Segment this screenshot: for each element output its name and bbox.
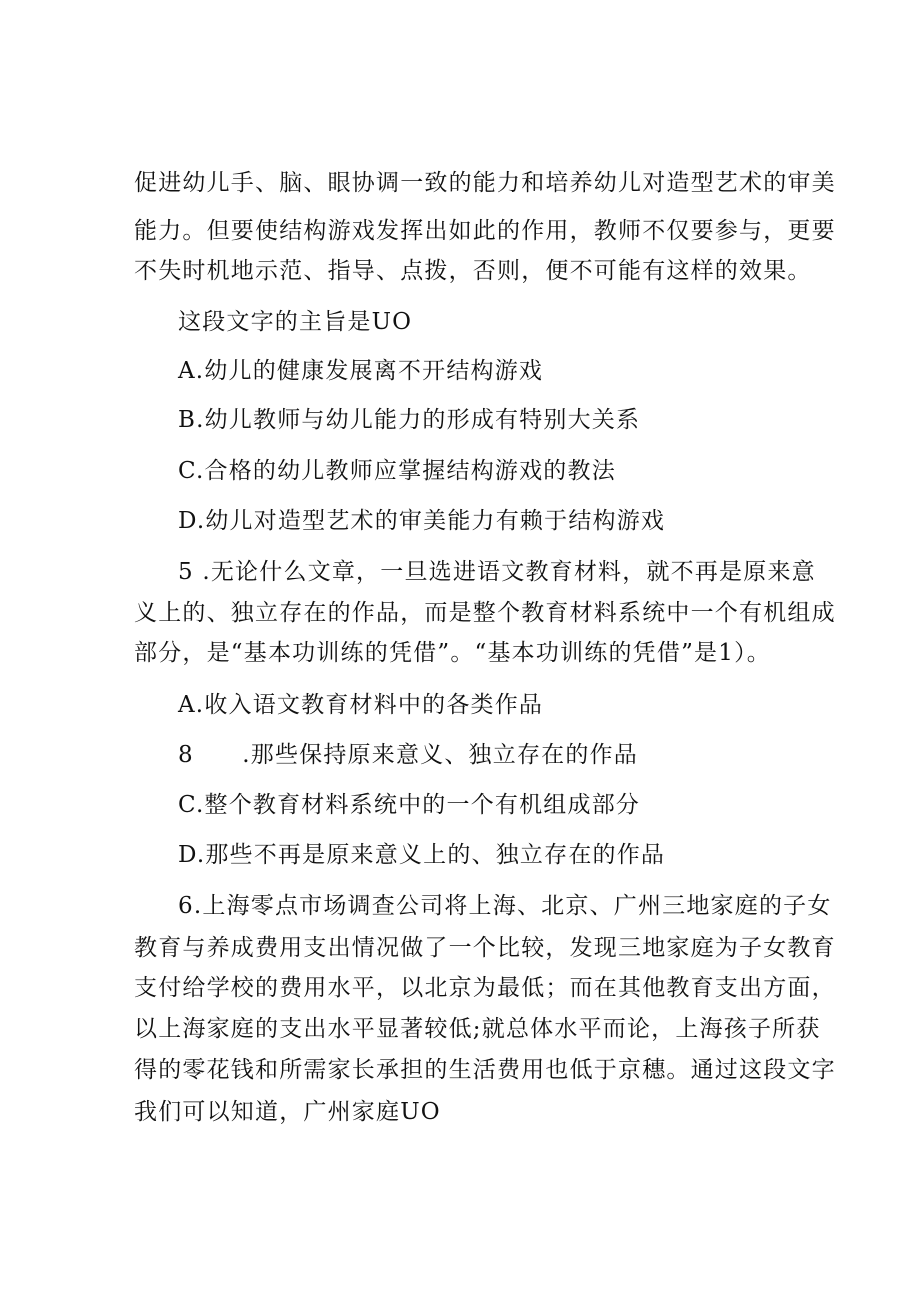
question4-option-b: B.幼儿教师与幼儿能力的形成有特别大关系	[178, 407, 641, 433]
question6-line-3: 支付给学校的费用水平，以北京为最低；而在其他教育支出方面，	[134, 975, 836, 1001]
question4-option-a: A.幼儿的健康发展离不开结构游戏	[178, 358, 544, 384]
question5-option-d: D.那些不再是原来意义上的、独立存在的作品	[178, 842, 666, 868]
question6-line-1: 6.上海零点市场调查公司将上海、北京、广州三地家庭的子女	[178, 893, 832, 919]
question4-option-d: D.幼儿对造型艺术的审美能力有赖于结构游戏	[178, 508, 666, 534]
passage4-line-3: 不失时机地示范、指导、点拨，否则，便不可能有这样的效果。	[134, 258, 812, 284]
question5-line-2: 义上的、独立存在的作品，而是整个教育材料系统中一个有机组成	[134, 600, 836, 626]
question6-line-2: 教育与养成费用支出情况做了一个比较，发现三地家庭为子女教育	[134, 935, 836, 961]
passage4-line-2: 能力。但要使结构游戏发挥出如此的作用，教师不仅要参与，更要	[134, 218, 836, 244]
question5-line-1: 5 .无论什么文章，一旦选进语文教育材料，就不再是原来意	[178, 559, 816, 585]
question5-line-3: 部分，是“基本功训练的凭借”。“基本功训练的凭借”是1）。	[134, 640, 771, 666]
question5-option-c: C.整个教育材料系统中的一个有机组成部分	[178, 792, 641, 818]
question4-option-c: C.合格的幼儿教师应掌握结构游戏的教法	[178, 458, 616, 484]
question6-line-6: 我们可以知道，广州家庭UO	[134, 1099, 441, 1125]
question5-option-b: 8 .那些保持原来意义、独立存在的作品	[178, 742, 638, 768]
question6-line-5: 得的零花钱和所需家长承担的生活费用也低于京穗。通过这段文字	[134, 1057, 836, 1083]
question4-prompt: 这段文字的主旨是UO	[178, 309, 413, 335]
question6-line-4: 以上海家庭的支出水平显著较低;就总体水平而论，上海孩子所获	[134, 1016, 821, 1042]
question5-option-a: A.收入语文教育材料中的各类作品	[178, 692, 544, 718]
passage4-line-1: 促进幼儿手、脑、眼协调一致的能力和培养幼儿对造型艺术的审美	[134, 170, 836, 196]
